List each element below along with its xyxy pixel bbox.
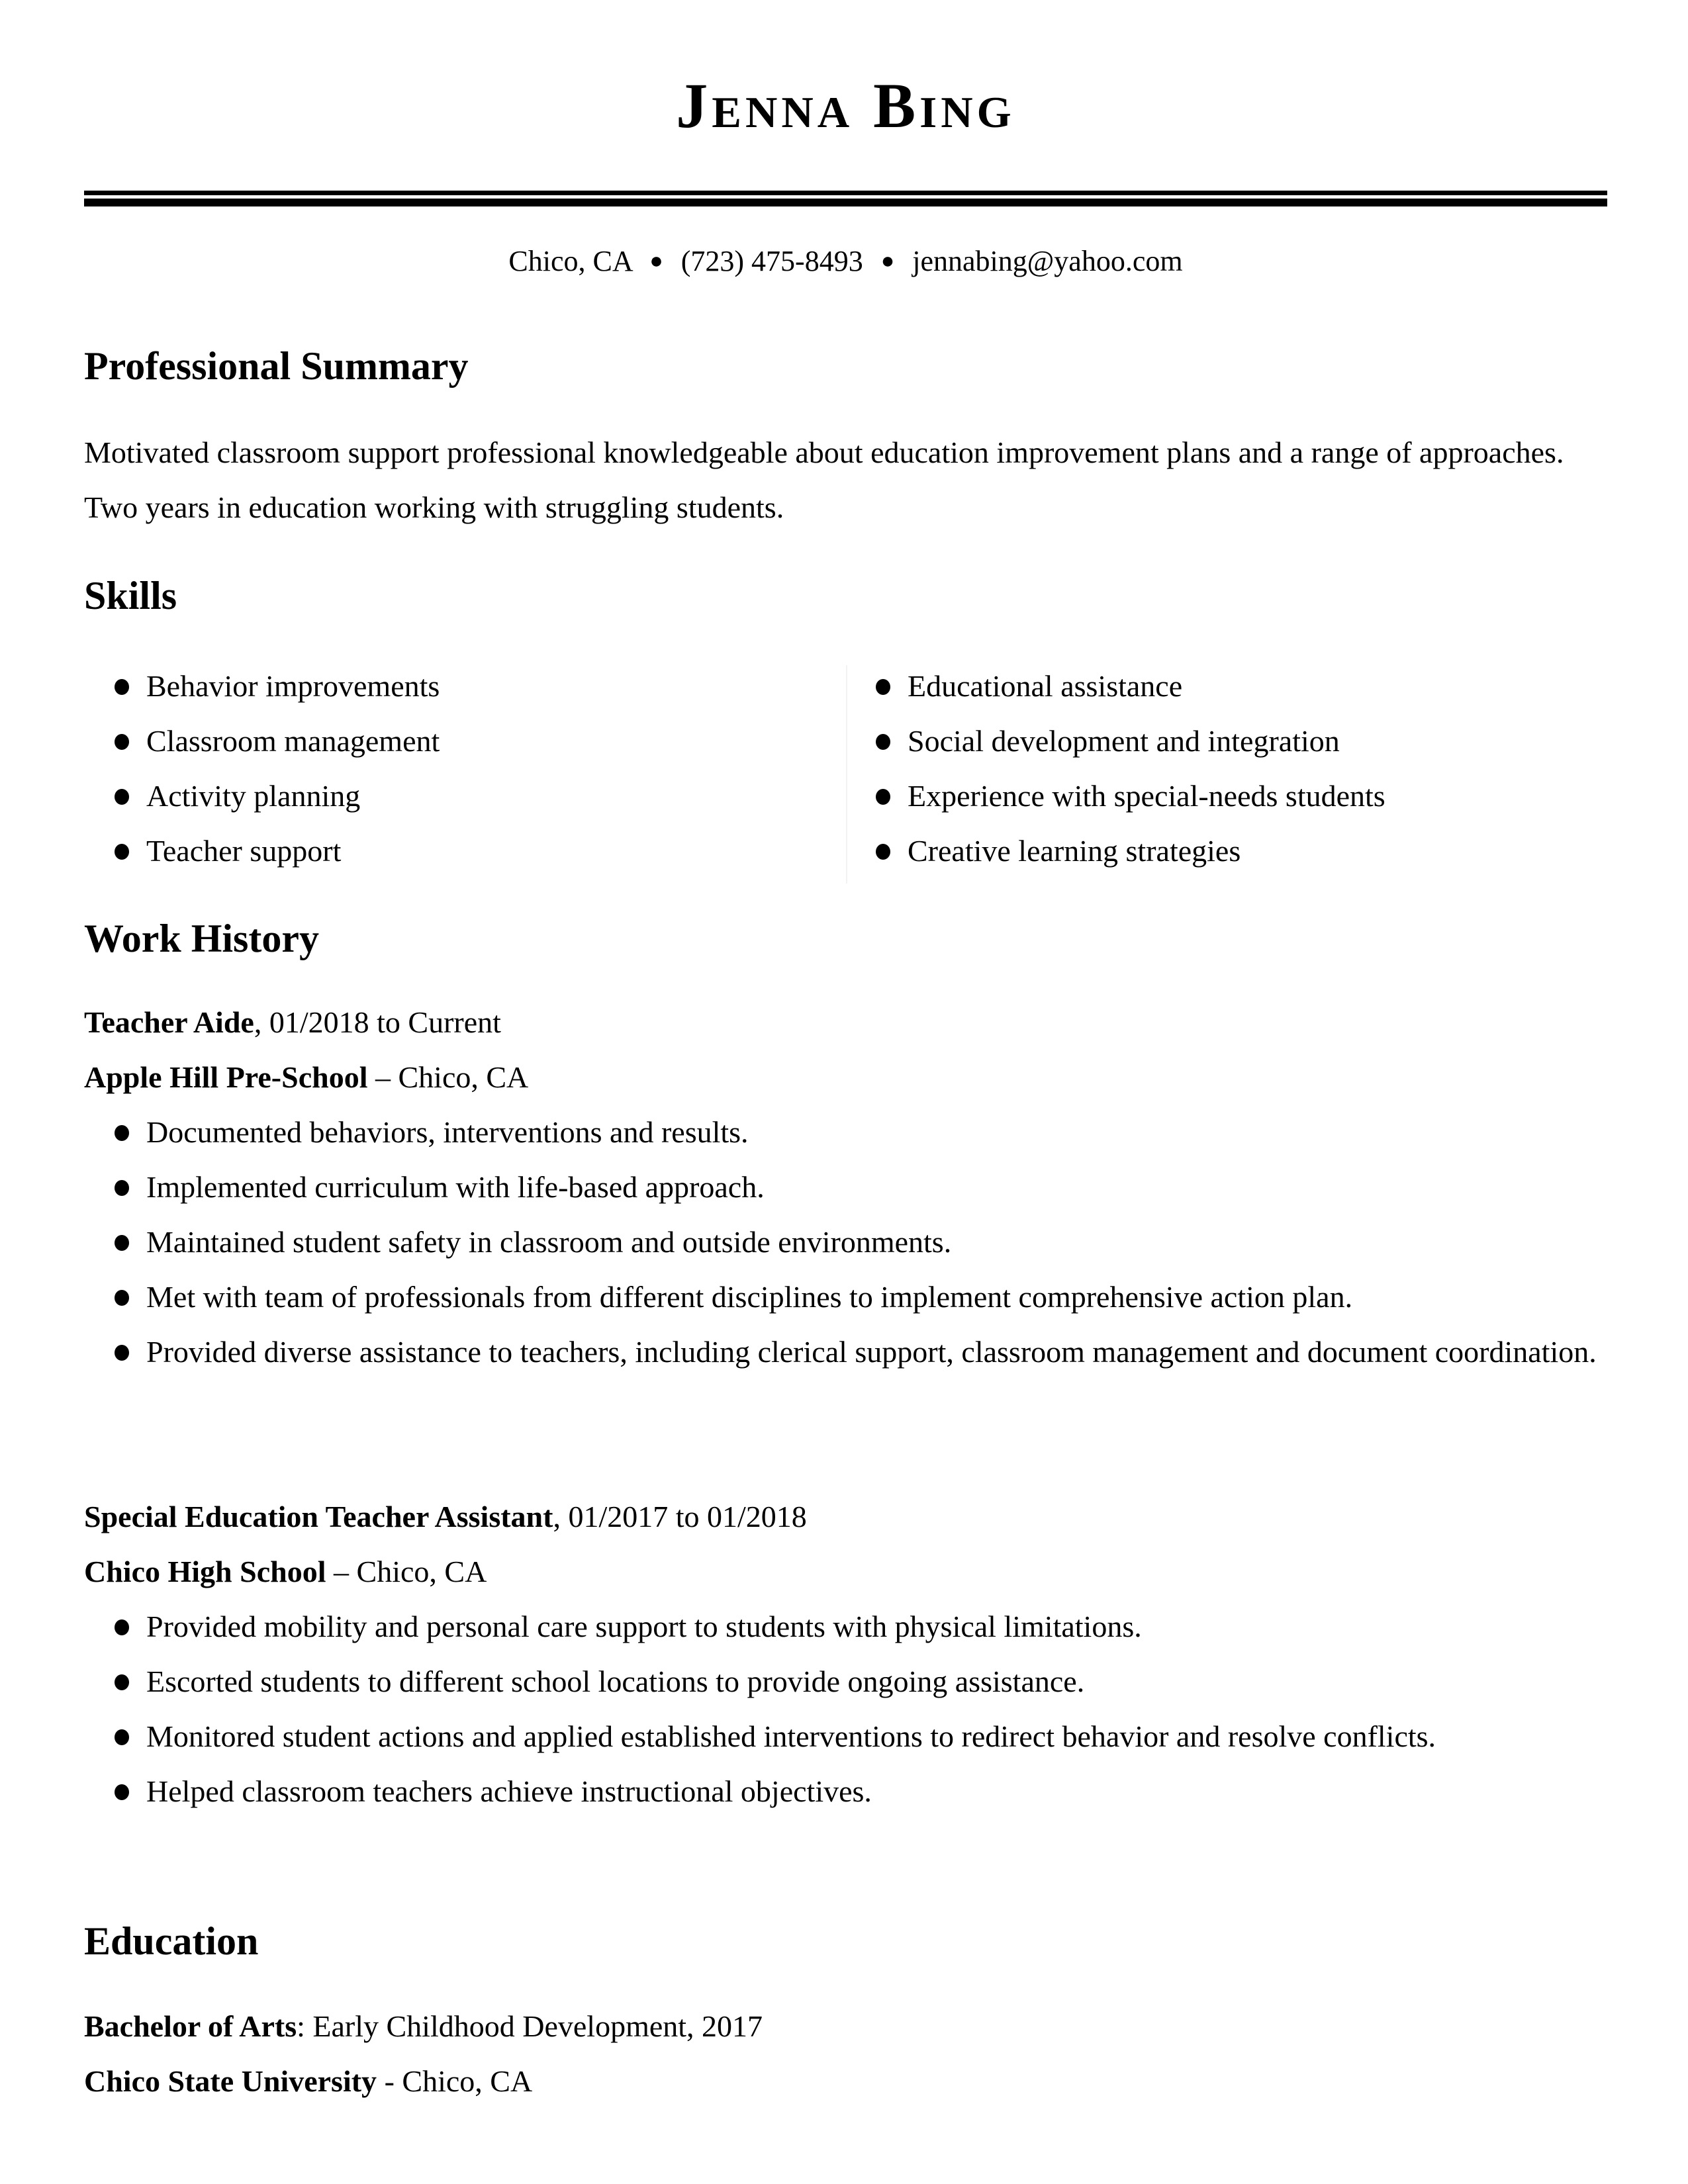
section-title-work-history: Work History — [84, 917, 319, 960]
responsibility-item: Maintained student safety in classroom and outside environments. — [111, 1214, 1607, 1269]
job-responsibilities — [111, 1599, 1607, 1819]
bullet-icon — [115, 679, 129, 695]
bullet-icon — [115, 1125, 129, 1141]
job-responsibilities — [111, 1105, 1607, 1379]
skill-item: Social development and integration — [872, 713, 1385, 768]
employer-location: – Chico, CA — [326, 1555, 487, 1588]
bullet-icon — [115, 789, 129, 805]
degree-field: : Early Childhood Development, 2017 — [297, 2009, 763, 2043]
bullet-separator-icon: ● — [649, 249, 663, 273]
skill-item: Classroom management — [111, 713, 440, 768]
bullet-icon — [115, 1235, 129, 1251]
section-title-skills: Skills — [84, 574, 177, 617]
responsibility-item: Documented behaviors, interventions and results. — [111, 1105, 1607, 1160]
skills-list-right — [872, 659, 1385, 878]
skill-item: Experience with special-needs students — [872, 768, 1385, 823]
job-title: Special Education Teacher Assistant — [84, 1500, 553, 1533]
bullet-icon — [876, 844, 890, 860]
responsibility-item: Met with team of professionals from different disciplines to implement comprehensive action plan. — [111, 1269, 1607, 1324]
job-title: Teacher Aide — [84, 1005, 254, 1039]
contact-email[interactable]: jennabing@yahoo.com — [912, 245, 1183, 277]
employer-name: Apple Hill Pre-School — [84, 1060, 368, 1094]
job-dates: , 01/2018 to Current — [254, 1005, 501, 1039]
responsibility-item: Provided diverse assistance to teachers, including clerical support, classroom management and document coordination. — [111, 1324, 1607, 1379]
bullet-separator-icon: ● — [880, 249, 895, 273]
skill-item: Behavior improvements — [111, 659, 440, 713]
contact-location: Chico, CA — [508, 245, 632, 277]
employer-line — [84, 1544, 487, 1599]
bullet-icon — [115, 1345, 129, 1361]
employer-line — [84, 1050, 528, 1105]
job-dates: , 01/2017 to 01/2018 — [553, 1500, 807, 1533]
bullet-icon — [115, 1674, 129, 1690]
section-title-education: Education — [84, 1919, 259, 1963]
bullet-icon — [115, 734, 129, 750]
bullet-icon — [876, 789, 890, 805]
degree-line — [84, 1999, 763, 2054]
school-line — [84, 2054, 532, 2109]
responsibility-item: Implemented curriculum with life-based approach. — [111, 1160, 1607, 1214]
skill-item: Educational assistance — [872, 659, 1385, 713]
header-rule-thick — [84, 199, 1607, 206]
job-title-line — [84, 995, 501, 1050]
candidate-name: Jenna Bing — [676, 70, 1015, 141]
bullet-icon — [115, 1290, 129, 1306]
school-location: - Chico, CA — [377, 2064, 533, 2098]
bullet-icon — [115, 1784, 129, 1800]
bullet-icon — [115, 1729, 129, 1745]
contact-line — [84, 242, 1607, 281]
header-rule-thin — [84, 191, 1607, 195]
bullet-icon — [876, 679, 890, 695]
summary-text: Motivated classroom support professional knowledgeable about education improvement plans and a range of approaches. Two years in education working with struggling students. — [84, 435, 1564, 524]
degree-name: Bachelor of Arts — [84, 2009, 297, 2043]
bullet-icon — [115, 844, 129, 860]
responsibility-item: Helped classroom teachers achieve instructional objectives. — [111, 1764, 1607, 1819]
employer-location: – Chico, CA — [367, 1060, 529, 1094]
skills-column-divider — [846, 665, 847, 884]
skill-item: Activity planning — [111, 768, 440, 823]
school-name: Chico State University — [84, 2064, 377, 2098]
bullet-icon — [115, 1619, 129, 1635]
skills-list-left — [111, 659, 440, 878]
bullet-icon — [115, 1180, 129, 1196]
contact-phone: (723) 475-8493 — [680, 245, 863, 277]
skill-item: Creative learning strategies — [872, 823, 1385, 878]
responsibility-item: Provided mobility and personal care support to students with physical limitations. — [111, 1599, 1607, 1654]
responsibility-item: Monitored student actions and applied established interventions to redirect behavior and resolve conflicts. — [111, 1709, 1607, 1764]
section-title-summary: Professional Summary — [84, 344, 469, 388]
employer-name: Chico High School — [84, 1555, 326, 1588]
bullet-icon — [876, 734, 890, 750]
job-title-line — [84, 1489, 807, 1544]
skill-item: Teacher support — [111, 823, 440, 878]
skills-grid — [84, 659, 1607, 884]
responsibility-item: Escorted students to different school locations to provide ongoing assistance. — [111, 1654, 1607, 1709]
